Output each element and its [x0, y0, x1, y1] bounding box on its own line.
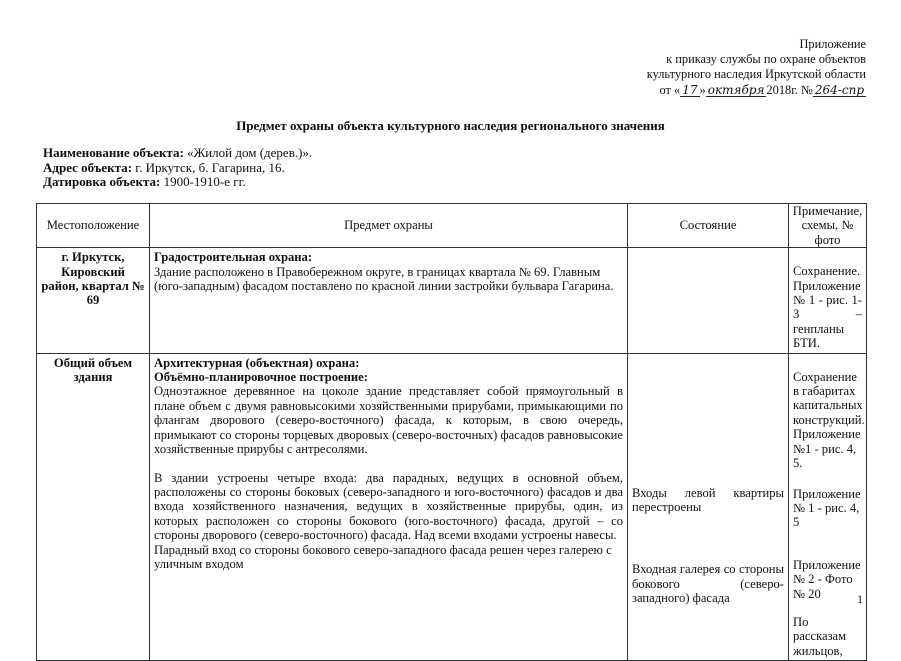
row2-subsection-title: Объёмно-планировочное построение:	[154, 370, 368, 385]
row1-note-text: Сохранение. Приложение № 1 - рис. 1-3 – генпланы БТИ.	[793, 264, 862, 351]
object-meta	[43, 146, 312, 190]
row2-note-3: Приложение № 2 - Фото № 20	[793, 557, 861, 601]
protection-table	[36, 203, 867, 661]
row1-state	[628, 248, 789, 353]
header-state: Состояние	[628, 204, 789, 248]
row2-note-2: Приложение № 1 - рис. 4, 5	[793, 486, 861, 530]
meta-date-value: 1900-1910-е гг.	[160, 174, 246, 189]
header-location: Местоположение	[37, 204, 150, 248]
row2-location: Общий объем здания	[37, 353, 150, 661]
header-note: Примечание, схемы, № фото	[789, 204, 867, 248]
appendix-from-prefix: от «	[659, 82, 681, 97]
row2-state-1: Входы левой квартиры перестроены	[632, 485, 784, 515]
row2-note-4: По рассказам жильцов,	[793, 614, 847, 658]
appendix-number: 264-спр	[814, 82, 864, 97]
appendix-day: 17	[682, 82, 698, 97]
table-header-row	[37, 204, 867, 248]
meta-date-label: Датировка объекта:	[43, 174, 161, 189]
meta-name-line	[43, 146, 312, 161]
row2-subject	[150, 353, 628, 661]
meta-name-value: «Жилой дом (дерев.)».	[183, 145, 313, 160]
header-subject: Предмет охраны	[150, 204, 628, 248]
row2-state	[628, 353, 789, 661]
row2-section-title: Архитектурная (объектная) охрана:	[154, 355, 360, 370]
appendix-year: 2018г. №	[766, 82, 813, 97]
appendix-quote-close: »	[699, 82, 706, 97]
appendix-line-1: Приложение	[799, 37, 866, 51]
row1-subject	[150, 248, 628, 353]
appendix-line-2: к приказу службы по охране объектов	[666, 52, 866, 67]
row1-section-title: Градостроительная охрана:	[154, 250, 313, 265]
appendix-line-4	[536, 83, 866, 98]
meta-name-label: Наименование объекта:	[43, 145, 184, 160]
table-row	[37, 353, 867, 661]
meta-date-line	[43, 175, 312, 190]
row1-text: Здание расположено в Правобережном округе, в границах квартала № 69. Главным (юго-западным) фасадом поставлено по красной линии застройки бульвара Гагарина.	[154, 264, 614, 294]
row2-paragraph-2: В здании устроены четыре входа: два парадных, ведущих в основной объем, расположены со стороны боковых (северо-западного и юго-восточного) фасадов и два входа хозяйственного назначения, ведущих в хозяйственные прирубы, один, из которых расположен со стороны бокового (юго-восточного) фасада, другой – со стороны дворового (северо-восточного) фасада. Над всеми входами устроены навесы.	[154, 470, 623, 543]
appendix-block	[536, 37, 866, 98]
table-row	[37, 248, 867, 353]
appendix-month: октября	[707, 82, 765, 97]
page-number: 1	[857, 592, 863, 606]
meta-address-value: г. Иркутск, б. Гагарина, 16.	[132, 159, 285, 175]
row2-state-2: Входная галерея со стороны бокового (северо-западного) фасада	[632, 562, 784, 606]
row1-location: г. Иркутск, Кировский район, квартал № 69	[37, 248, 150, 353]
meta-address-line	[43, 161, 312, 176]
document-title: Предмет охраны объекта культурного наследия регионального значения	[236, 118, 665, 133]
row2-note	[789, 353, 867, 661]
row2-paragraph-3: Парадный вход со стороны бокового северо-западного фасада решен через галерею с уличным входом	[154, 542, 612, 571]
row2-note-1: Сохранение в габаритах капитальных конструкций. Приложение №1 - рис. 4, 5.	[793, 369, 865, 471]
row2-paragraph-1: Одноэтажное деревянное на цоколе здание представляет собой прямоугольный в плане объем с двумя равновысокими хозяйственными прирубами, примыкающими по флангам дворового (северо-восточного) фасада, к которым, в свою очередь, примыкают со стороны торцевых дворовых (северо-восточных) фасадов равновысокие хозяйственные прирубы с антресолями.	[154, 384, 623, 457]
appendix-line-3: культурного наследия Иркутской области	[646, 67, 866, 82]
row1-note	[789, 248, 867, 353]
meta-address-label: Адрес объекта:	[43, 159, 133, 175]
